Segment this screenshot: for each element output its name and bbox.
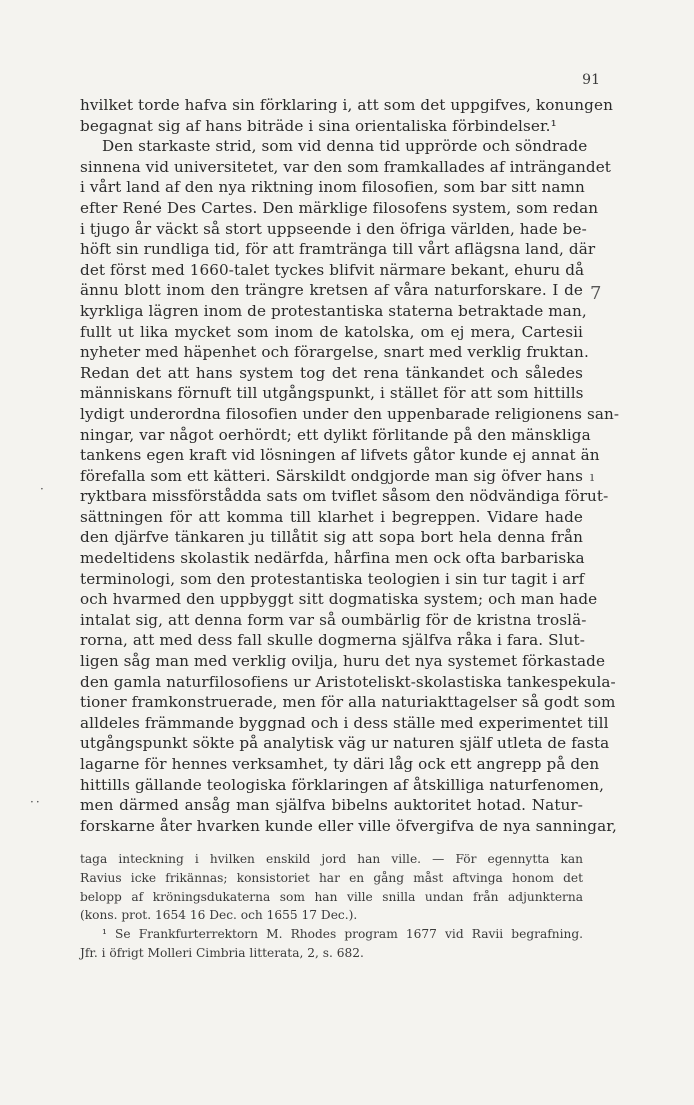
text-line: den gamla naturfilosofiens ur Aristoteliskt-skolastiska tankespekula- [80, 672, 616, 691]
footnote-line: belopp af kröningsdukaterna som han ville snilla undan från adjunkterna [80, 889, 583, 904]
text-line: i vårt land af den nya riktning inom filosofien, som bar sitt namn [80, 178, 585, 197]
text-line: kyrkliga lägren inom de protestantiska staterna betraktade man, [80, 301, 587, 320]
text-line: sinnena vid universitetet, var den som framkallades af inträngandet [80, 157, 612, 176]
text-line: ningar, var något oerhördt; ett dylikt förlitande på den mänskliga [80, 425, 591, 444]
text-line: i tjugo år väckt så stort uppseende i den öfriga världen, hade be- [80, 219, 587, 238]
text-line: människans förnuft till utgångspunkt, i stället för att som hittills [80, 384, 584, 403]
text-line: intalat sig, att denna form var så oumbärlig för de kristna troslä- [80, 610, 587, 629]
text-line: sättningen för att komma till klarhet i begreppen. Vidare hade [80, 507, 583, 526]
text-line: hvilket torde hafva sin förklaring i, att som det uppgifves, konungen [80, 96, 613, 114]
text-line: tioner framkonstruerade, men för alla naturiakttagelser så godt som [80, 693, 616, 712]
footnote-line: (kons. prot. 1654 16 Dec. och 1655 17 Dec.). [80, 908, 358, 923]
text-line: forskarne åter hvarken kunde eller ville öfvergifva de nya sanningar, [80, 816, 617, 835]
text-line: rorna, att med dess fall skulle dogmerna själfva råka i fara. Slut- [80, 631, 585, 650]
text-line: Den starkaste strid, som vid denna tid upprörde och söndrade [102, 137, 588, 156]
margin-mark: · [40, 482, 44, 496]
text-line: ryktbara missförstådda sats om tviflet såsom den nödvändiga förut- [80, 487, 609, 506]
text-line: men därmed ansåg man själfva bibelns auktoritet hotad. Natur- [80, 796, 583, 815]
text-line: lagarne för hennes verksamhet, ty däri låg ock ett angrepp på den [80, 755, 600, 773]
text-line: förefalla som ett kätteri. Särskildt ondgjorde man sig öfver hans [80, 466, 583, 485]
margin-mark: ı [590, 470, 595, 485]
footnote-line: ¹ Se Frankfurterrektorn M. Rhodes program 1677 vid Ravii begrafning. [102, 927, 583, 942]
text-line: och hvarmed den uppbyggt sitt dogmatiska system; och man hade [80, 590, 598, 609]
footnote-line: Ravius icke frikännas; konsistoriet har en gång måst aftvinga honom det [80, 870, 583, 885]
text-line: terminologi, som den protestantiska teologien i sin tur tagit i arf [80, 569, 585, 588]
footnote-line: taga inteckning i hvilken enskild jord han ville. — För egennytta kan [80, 852, 583, 866]
footnote-line: Jfr. i öfrigt Molleri Cimbria litterata, 2, s. 682. [80, 945, 364, 960]
text-line: höft sin rundliga tid, för att framtränga till vårt aflägsna land, där [80, 240, 596, 259]
text-line: alldeles främmande byggnad och i dess ställe med experimentet till [80, 713, 609, 732]
text-line: tankens egen kraft vid lösningen af lifvets gåtor kunde ej annat än [80, 446, 600, 465]
body-text [80, 95, 620, 836]
text-line: nyheter med häpenhet och förargelse, snart med verklig fruktan. [80, 343, 589, 362]
text-line: hittills gällande teologiska förklaringen af åtskilliga naturfenomen, [80, 775, 605, 794]
text-line: Redan det att hans system tog det rena tänkandet och således [80, 363, 583, 382]
text-line: den djärfve tänkaren ju tillåtit sig att sopa bort hela denna från [80, 528, 583, 547]
footnotes [80, 850, 583, 963]
text-line: efter René Des Cartes. Den märklige filosofens system, som redan [80, 198, 599, 217]
text-line: fullt ut lika mycket som inom de katolska, om ej mera, Cartesii [80, 322, 583, 341]
text-line: det först med 1660-talet tyckes blifvit närmare bekant, ehuru då [80, 260, 585, 279]
page-number: 91 [582, 72, 600, 88]
margin-mark: ·· [30, 795, 42, 809]
text-line: utgångspunkt sökte på analytisk väg ur naturen själf utleta de fasta [80, 734, 610, 753]
text-line: lydigt underordna filosofien under den uppenbarade religionens san- [80, 404, 620, 423]
text-line: ligen såg man med verklig ovilja, huru det nya systemet förkastade [80, 652, 606, 671]
text-line: begagnat sig af hans biträde i sina orientaliska förbindelser.¹ [80, 116, 557, 135]
text-line: ännu blott inom den trängre kretsen af våra naturforskare. I de [80, 281, 583, 300]
margin-mark: 7 [590, 283, 602, 304]
text-line: medeltidens skolastik nedärfda, hårfina men ock ofta barbariska [80, 549, 585, 568]
